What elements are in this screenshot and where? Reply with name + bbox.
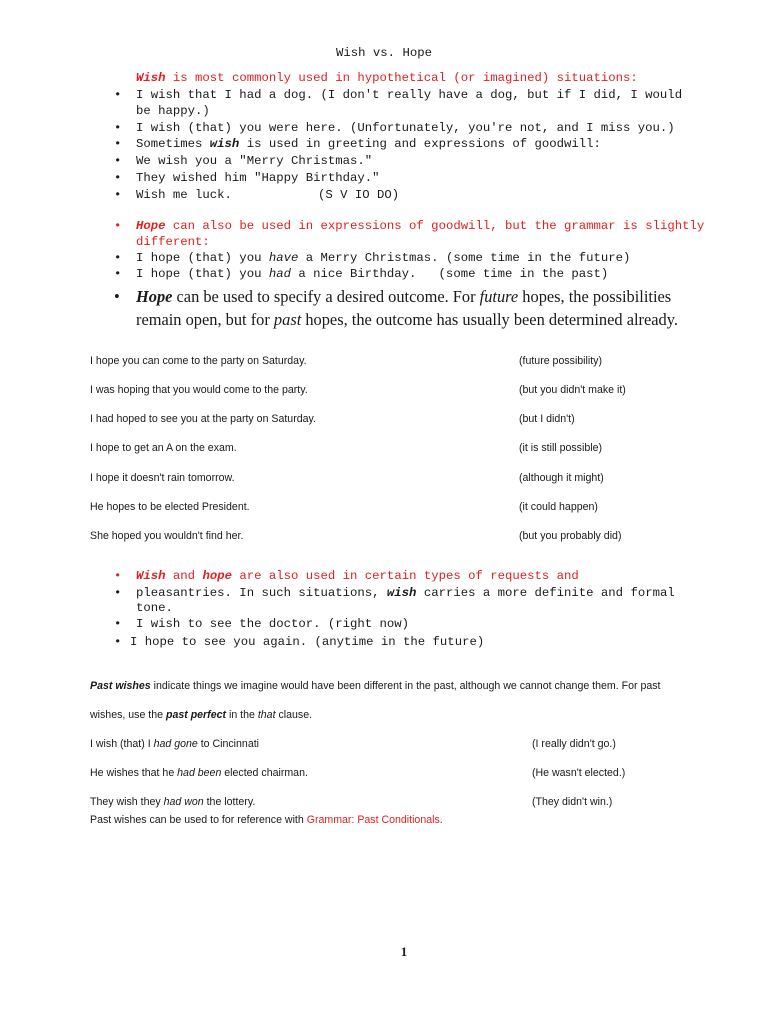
past-wishes-paragraph-line1	[90, 680, 660, 692]
list-item: We wish you a "Merry Christmas."	[136, 154, 373, 168]
italic-span: had won	[163, 796, 204, 808]
example-sentence: She hoped you wouldn't find her.	[90, 530, 244, 542]
hope-outcome-line2	[136, 310, 678, 330]
bullet-icon: •	[114, 586, 122, 600]
list-item	[136, 586, 675, 600]
text-span: hopes, the outcome has usually been determined already.	[301, 310, 678, 329]
text-span: a Merry Christmas. (some time in the future)	[298, 251, 631, 265]
text-span: pleasantries. In such situations,	[136, 586, 387, 600]
bullet-icon: •	[114, 88, 122, 102]
example-note: (it is still possible)	[519, 442, 603, 454]
italic-span: had been	[177, 767, 222, 779]
grammar-note: (S V IO DO)	[318, 188, 400, 202]
wish-intro	[136, 71, 638, 85]
text-span: They wish they	[90, 796, 164, 808]
requests-intro	[136, 569, 579, 583]
hope-keyword: Hope	[136, 287, 173, 306]
example-sentence	[90, 738, 259, 750]
italic-span: have	[268, 251, 299, 265]
list-item: I wish to see the doctor. (right now)	[136, 617, 410, 631]
reference-line	[90, 814, 443, 826]
list-item	[136, 267, 608, 281]
example-note: (it could happen)	[519, 501, 598, 513]
text-span: a nice Birthday. (some time in the past)	[290, 267, 609, 281]
text-span: can be used to specify a desired outcome. For	[172, 287, 480, 306]
example-note: (He wasn't elected.)	[532, 767, 626, 779]
bullet-icon: •	[114, 251, 122, 265]
text-span: the lottery.	[203, 796, 256, 808]
list-item-continuation: tone.	[136, 601, 173, 615]
text-span: hopes, the possibilities	[518, 287, 672, 306]
list-item: I wish that I had a dog. (I don't really have a dog, but if I did, I would	[136, 88, 683, 102]
bullet-icon: •	[114, 154, 122, 168]
past-perfect-term: past perfect	[165, 709, 227, 721]
text-span: He wishes that he	[90, 767, 178, 779]
example-note: (but you probably did)	[519, 530, 622, 542]
bullet-icon: •	[114, 635, 122, 649]
bullet-icon: •	[114, 219, 122, 233]
example-note: (but I didn't)	[519, 413, 575, 425]
text-span: are also used in certain types of requests and	[231, 569, 579, 583]
wish-keyword: Wish	[136, 71, 166, 85]
bullet-icon: •	[114, 137, 122, 151]
wish-keyword: Wish	[136, 569, 166, 583]
text-span: in the	[226, 709, 258, 721]
example-note: (They didn't win.)	[532, 796, 613, 808]
italic-span: future	[479, 287, 519, 306]
text-span: indicate things we imagine would have been different in the past, although we cannot change them. For past	[150, 680, 661, 692]
bullet-icon: •	[114, 569, 122, 583]
hope-intro	[136, 219, 704, 233]
text-span: and	[165, 569, 203, 583]
text-span: carries a more definite and formal	[416, 586, 675, 600]
page-number: 1	[400, 944, 408, 959]
italic-span: had	[268, 267, 291, 281]
bullet-icon: •	[114, 287, 120, 306]
example-note: (although it might)	[519, 472, 604, 484]
text-span: is used in greeting and expressions of goodwill:	[239, 137, 601, 151]
past-wishes-paragraph-line2	[90, 709, 312, 721]
text-span: .	[439, 814, 443, 826]
italic-span: that	[257, 709, 276, 721]
example-sentence: I hope to get an A on the exam.	[90, 442, 237, 454]
example-sentence: I was hoping that you would come to the party.	[90, 384, 308, 396]
bullet-icon: •	[114, 188, 122, 202]
bullet-icon: •	[114, 267, 122, 281]
example-sentence: I hope it doesn't rain tomorrow.	[90, 472, 235, 484]
hope-outcome-line1	[136, 287, 671, 307]
example-sentence: He hopes to be elected President.	[90, 501, 250, 513]
list-item-continuation: be happy.)	[136, 104, 210, 118]
example-sentence	[90, 767, 308, 779]
bullet-icon: •	[114, 617, 122, 631]
text-span: elected chairman.	[221, 767, 308, 779]
list-item: They wished him "Happy Birthday."	[136, 171, 380, 185]
wish-keyword: wish	[209, 137, 240, 151]
list-item: I hope to see you again. (anytime in the future)	[130, 635, 485, 649]
text-span: Past wishes can be used to for reference with	[90, 814, 307, 826]
example-sentence	[90, 796, 255, 808]
text-span: to Cincinnati	[197, 738, 260, 750]
wish-keyword: wish	[386, 586, 417, 600]
text-span: I hope (that) you	[136, 267, 269, 281]
list-item: I wish (that) you were here. (Unfortunately, you're not, and I miss you.)	[136, 121, 675, 135]
bullet-icon: •	[114, 121, 122, 135]
text-span: clause.	[275, 709, 313, 721]
text-span: Sometimes	[136, 137, 210, 151]
hope-intro-text: can also be used in expressions of goodwill, but the grammar is slightly	[165, 219, 705, 233]
example-note: (but you didn't make it)	[519, 384, 626, 396]
list-item: Wish me luck.	[136, 188, 232, 202]
hope-keyword: hope	[202, 569, 232, 583]
list-item	[136, 251, 630, 265]
list-item	[136, 137, 601, 151]
bullet-icon: •	[114, 171, 122, 185]
past-wishes-keyword: Past wishes	[90, 680, 151, 692]
italic-span: past	[273, 310, 302, 329]
hope-intro-continuation: different:	[136, 235, 210, 249]
page-title: Wish vs. Hope	[336, 46, 432, 60]
example-sentence: I had hoped to see you at the party on Saturday.	[90, 413, 316, 425]
example-sentence: I hope you can come to the party on Saturday.	[90, 355, 307, 367]
wish-intro-text: is most commonly used in hypothetical (or imagined) situations:	[165, 71, 638, 85]
hope-keyword: Hope	[136, 219, 166, 233]
past-conditionals-link[interactable]: Grammar: Past Conditionals	[306, 814, 440, 826]
example-note: (I really didn't go.)	[532, 738, 616, 750]
text-span: remain open, but for	[136, 310, 274, 329]
text-span: wishes, use the	[90, 709, 166, 721]
text-span: I wish (that) I	[90, 738, 154, 750]
example-note: (future possibility)	[519, 355, 603, 367]
text-span: I hope (that) you	[136, 251, 269, 265]
italic-span: had gone	[153, 738, 198, 750]
